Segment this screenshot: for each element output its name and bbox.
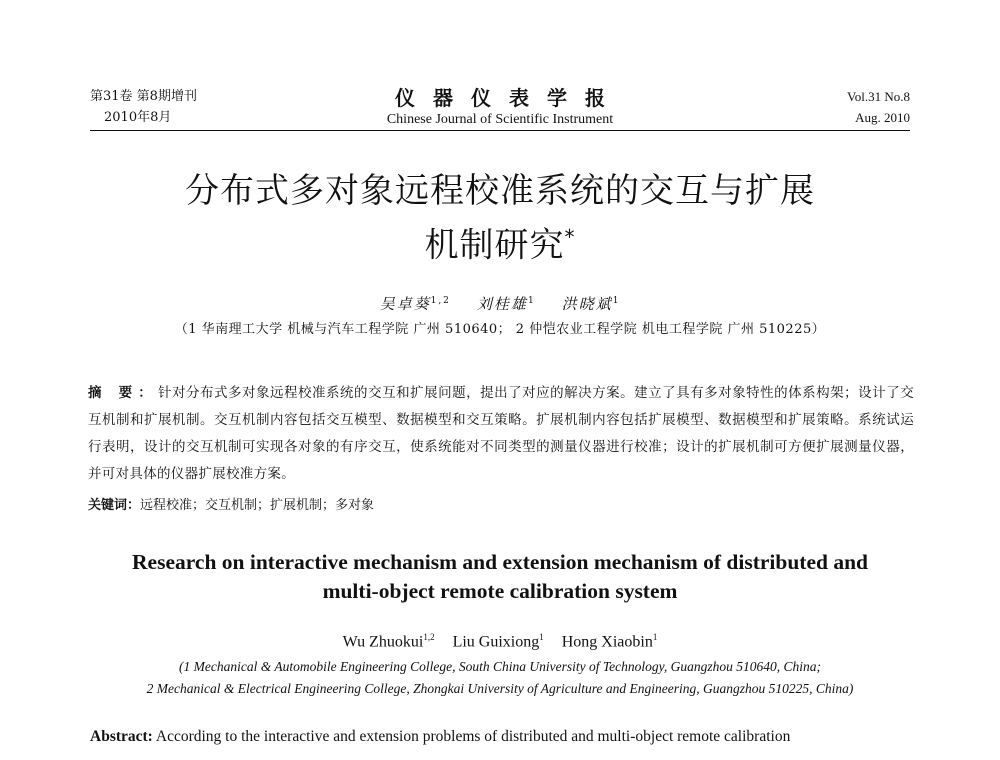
chinese-affiliation: （1 华南理工大学 机械与汽车工程学院 广州 510640； 2 仲恺农业工程学院 机电工程学院 广州 510225） bbox=[174, 322, 826, 337]
journal-name-cn: 仪器仪表学报 bbox=[395, 86, 623, 110]
author-sup: 1 bbox=[539, 632, 544, 642]
english-abstract bbox=[90, 728, 920, 746]
chinese-title-line2-text: 机制研究 bbox=[424, 225, 565, 266]
author-sup: 1,2 bbox=[423, 632, 435, 642]
chinese-author-name: 洪晓斌 bbox=[561, 295, 613, 313]
header-center bbox=[90, 86, 910, 130]
english-affiliation-line2: 2 Mechanical & Electrical Engineering College, Zhongkai University of Agriculture and Engineering, Guangzhou 510225, China) bbox=[146, 681, 854, 696]
chinese-keywords bbox=[88, 494, 914, 513]
chinese-title-line1: 分布式多对象远程校准系统的交互与扩展 bbox=[185, 171, 815, 211]
title-footnote-mark: * bbox=[564, 225, 576, 249]
english-author-name: Hong Xiaobin bbox=[561, 633, 653, 651]
english-author-name: Wu Zhuokui bbox=[342, 633, 424, 651]
english-title bbox=[80, 548, 920, 606]
journal-name-en: Chinese Journal of Scientific Instrument bbox=[386, 112, 614, 127]
chinese-title-line2 bbox=[80, 214, 920, 268]
chinese-title bbox=[80, 168, 920, 268]
author-sup: 1 bbox=[527, 296, 536, 306]
header-right bbox=[847, 86, 910, 128]
english-title-line1: Research on interactive mechanism and extension mechanism of distributed and bbox=[132, 550, 868, 574]
english-title-line2: multi-object remote calibration system bbox=[322, 579, 678, 603]
english-affiliation bbox=[60, 656, 940, 700]
author-sup: 1 bbox=[612, 296, 621, 306]
english-affiliation-line1: (1 Mechanical & Automobile Engineering College, South China University of Technology, Guangzhou 510640, China; bbox=[179, 659, 821, 674]
author-sup: 1,2 bbox=[430, 296, 451, 306]
chinese-author-name: 刘桂雄 bbox=[476, 295, 528, 313]
volume-en: Vol.31 No.8 bbox=[847, 89, 910, 104]
author-sup: 1 bbox=[652, 632, 658, 642]
chinese-authors bbox=[0, 293, 1000, 314]
chinese-author-name: 吴卓葵 bbox=[379, 295, 431, 313]
date-en: Aug. 2010 bbox=[855, 110, 910, 125]
english-authors bbox=[0, 632, 1000, 651]
chinese-keywords-label: 关键词： bbox=[88, 498, 141, 513]
journal-header bbox=[90, 86, 910, 132]
volume-cn: 第31卷 第8期增刊 bbox=[90, 89, 197, 104]
date-cn: 2010年8月 bbox=[104, 110, 172, 125]
english-abstract-label: Abstract: bbox=[90, 728, 153, 745]
header-rule bbox=[90, 130, 910, 131]
chinese-abstract-text: 针对分布式多对象远程校准系统的交互和扩展问题，提出了对应的解决方案。建立了具有多对象特性的体系构架；设计了交互机制和扩展机制。交互机制内容包括交互模型、数据模型和交互策略。扩展机制内容包括扩展模型、数据模型和扩展策略。系统试运行表明，设计的交互机制可实现各对象的有序交互，使系统能对不同类型的测量仪器进行校准；设计的扩展机制可方便扩展测量仪器，并可对具体的仪器扩展校准方案。 bbox=[88, 385, 914, 482]
chinese-abstract bbox=[88, 380, 914, 488]
chinese-keywords-text: 远程校准；交互机制；扩展机制；多对象 bbox=[140, 498, 375, 513]
english-author-name: Liu Guixiong bbox=[452, 633, 540, 651]
english-abstract-text: According to the interactive and extension problems of distributed and multi-object remote calibration bbox=[155, 728, 791, 745]
chinese-abstract-label: 摘 要： bbox=[88, 385, 159, 401]
